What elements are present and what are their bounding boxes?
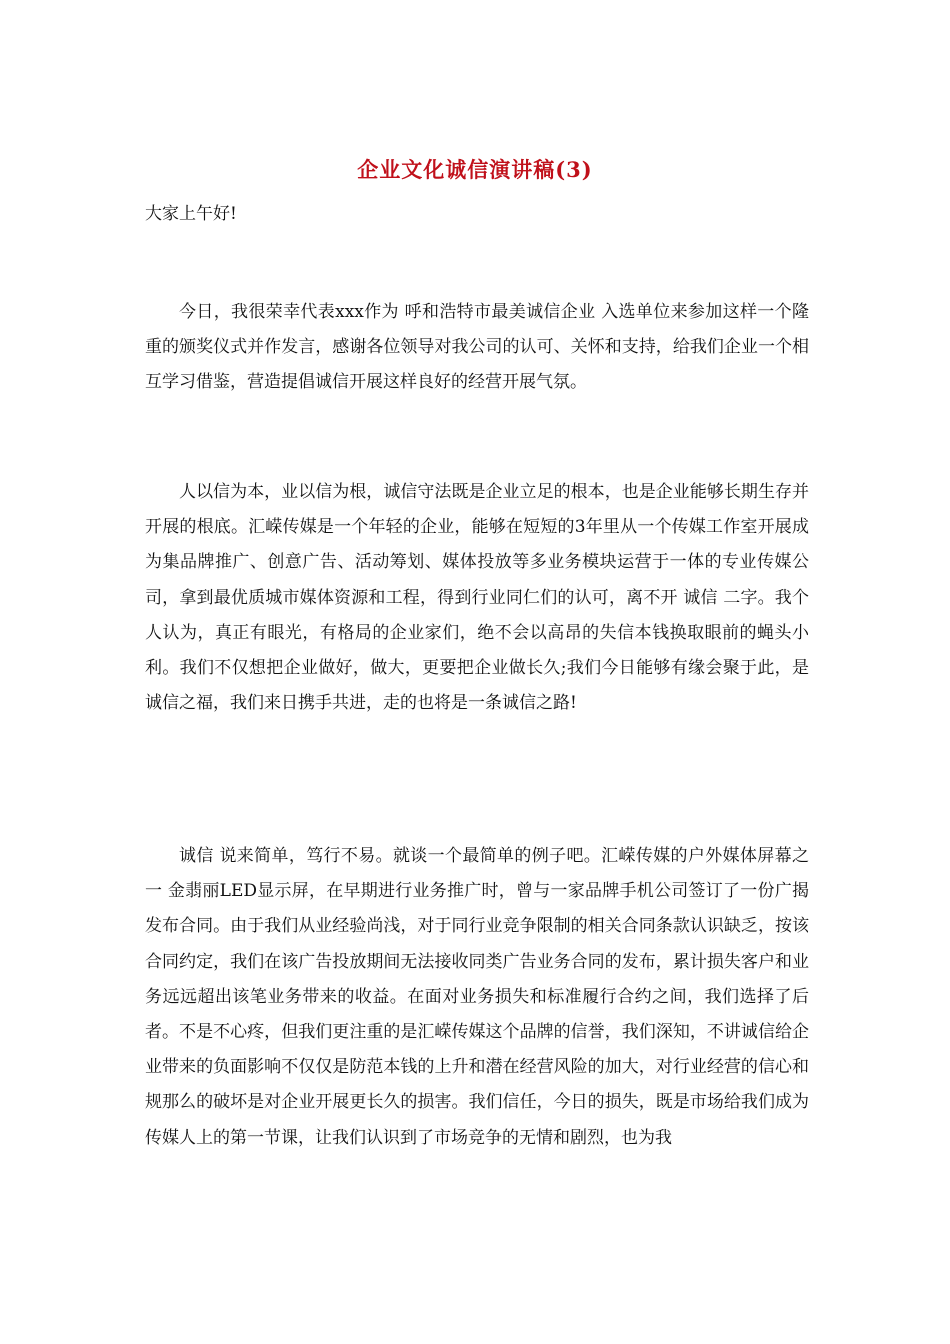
- paragraph-2: 人以信为本，业以信为根，诚信守法既是企业立足的根本，也是企业能够长期生存并开展的根底。汇嵘传媒是一个年轻的企业，能够在短短的3年里从一个传媒工作室开展成为集品牌推广、创意广告、活动筹划、媒体投放等多业务模块运营于一体的专业传媒公司，拿到最优质城市媒体资源和工程，得到行业同仁们的认可，离不开 诚信 二字。我个人认为，真正有眼光，有格局的企业家们，绝不会以高昂的失信本钱换取眼前的蝇头小利。我们不仅想把企业做好，做大，更要把企业做长久;我们今日能够有缘会聚于此，是诚信之福，我们来日携手共进，走的也将是一条诚信之路!: [145, 482, 809, 714]
- paragraph-3: 诚信 说来简单，笃行不易。就谈一个最简单的例子吧。汇嵘传媒的户外媒体屏幕之一 金翡丽LED显示屏，在早期进行业务推广时，曾与一家品牌手机公司签订了一份广揭发布合同。由于我们从业经验尚浅，对于同行业竞争限制的相关合同条款认识缺乏，按该合同约定，我们在该广告投放期间无法接收同类广告业务合同的发布，累计损失客户和业务远远超出该笔业务带来的收益。在面对业务损失和标准履行合约之间，我们选择了后者。不是不心疼，但我们更注重的是汇嵘传媒这个品牌的信誉，我们深知，不讲诚信给企业带来的负面影响不仅仅是防范本钱的上升和潜在经营风险的加大，对行业经营的信心和规那么的破坏是对企业开展更长久的损害。我们信任，今日的损失，既是市场给我们成为传媒人上的第一节课，让我们认识到了市场竞争的无情和剧烈，也为我: [145, 846, 809, 1148]
- paragraph-1: 今日，我很荣幸代表xxx作为 呼和浩特市最美诚信企业 入选单位来参加这样一个隆重的颁奖仪式并作发言，感谢各位领导对我公司的认可、关怀和支持，给我们企业一个相互学习借鉴，营造提倡诚信开展这样良好的经营开展气氛。: [145, 302, 809, 393]
- document-title: 企业文化诚信演讲稿(3): [357, 157, 593, 182]
- greeting-line: 大家上午好!: [145, 204, 237, 224]
